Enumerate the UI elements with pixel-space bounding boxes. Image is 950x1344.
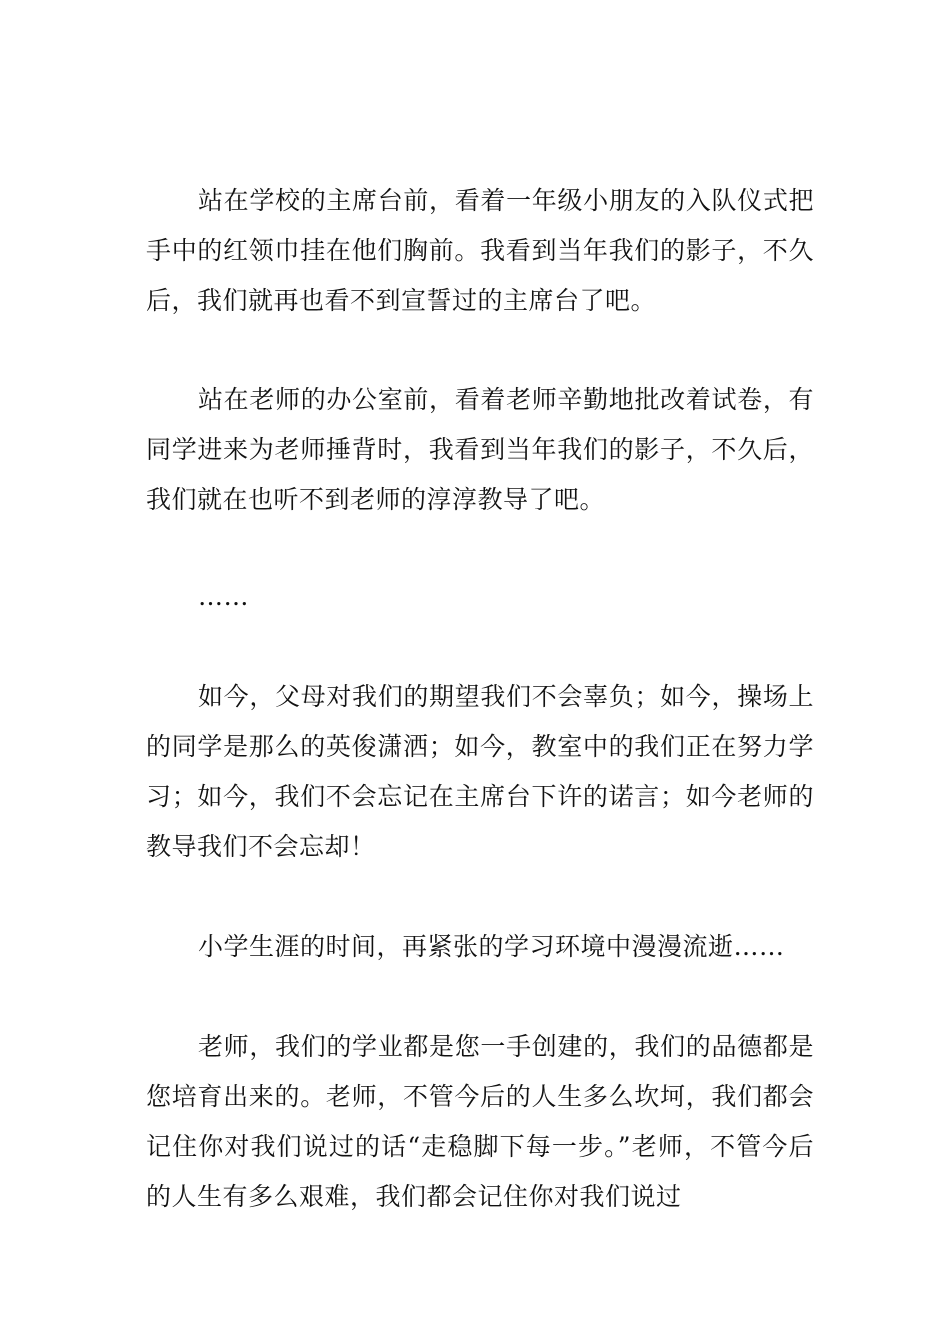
paragraph-2: 站在老师的办公室前，看着老师辛勤地批改着试卷，有同学进来为老师捶背时，我看到当年我们的影子，不久后，我们就在也听不到老师的淳淳教导了吧。 bbox=[146, 385, 814, 514]
paragraph-3: 如今，父母对我们的期望我们不会辜负；如今，操场上的同学是那么的英俊潇洒；如今，教室中的我们正在努力学习；如今，我们不会忘记在主席台下许的诺言；如今老师的教导我们不会忘却！ bbox=[146, 682, 814, 861]
paragraph-4: 小学生涯的时间，再紧张的学习环境中漫漫流逝…… bbox=[198, 932, 785, 961]
paragraph-1: 站在学校的主席台前，看着一年级小朋友的入队仪式把手中的红领巾挂在他们胸前。我看到当年我们的影子，不久后，我们就再也看不到宣誓过的主席台了吧。 bbox=[146, 186, 814, 315]
paragraph-ellipsis: …… bbox=[198, 582, 249, 611]
paragraph-5: 老师，我们的学业都是您一手创建的，我们的品德都是您培育出来的。老师，不管今后的人生多么坎坷，我们都会记住你对我们说过的话“走稳脚下每一步。”老师，不管今后的人生有多么艰难，我们都会记住你对我们说过 bbox=[146, 1032, 814, 1211]
